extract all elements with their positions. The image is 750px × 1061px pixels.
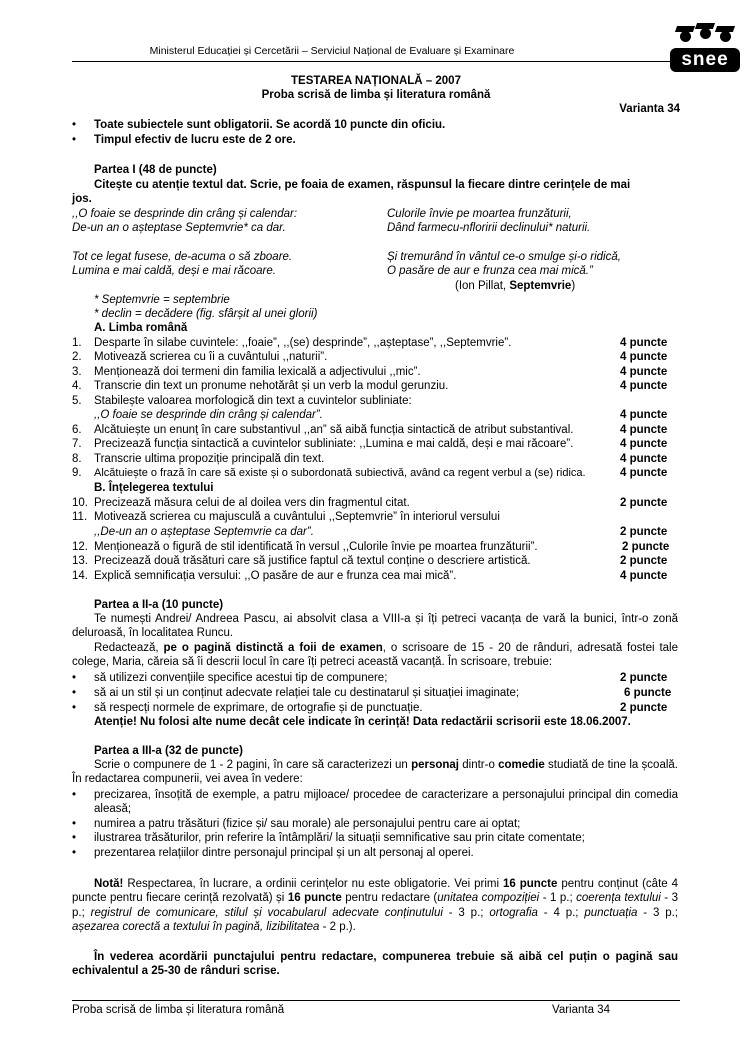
item-text: Stabilește valoarea morfologică din text a cuvintelor subliniate: xyxy=(94,395,412,407)
item-points: 4 puncte xyxy=(620,467,668,479)
poem-line: Tot ce legat fusese, de-acuma o să zboare. xyxy=(72,251,293,263)
section-b-heading: B. Înțelegerea textului xyxy=(94,482,214,494)
poem-line: Și tremurând în vântul ce-o smulge și-o ridică, xyxy=(387,251,621,263)
item-points: 4 puncte xyxy=(620,409,668,421)
item-points: 4 puncte xyxy=(620,337,668,349)
part3-requirement: numirea a patru trăsături (fizice și/ sau morale) ale personajului pentru care ai optat; xyxy=(94,818,521,830)
bullet-dot: • xyxy=(72,672,77,684)
item-number: 6. xyxy=(72,424,82,436)
part1-instruction: Citește cu atenție textul dat. Scrie, pe foaia de examen, răspunsul la fiecare dintre cerințele de mai xyxy=(94,179,631,191)
item-points: 4 puncte xyxy=(620,366,668,378)
item-number: 8. xyxy=(72,453,82,465)
final-note: În vederea acordării punctajului pentru redactare, compunerea trebuie să aibă cel puțin o pagină sau echivalentul a 25-30 de rânduri scrise. xyxy=(72,951,678,978)
grading-note: Notă! Respectarea, în lucrare, a ordinii cerințelor nu este obligatorie. Vei primi 16 puncte pentru conținut (câte 4 puncte pentru fiecare cerință rezolvată) și 16 puncte pentru redactare (unitatea compoziției - 1 p.; coerența textului - 3 p.; registrul de comunicare, stilul și vocabularul adecvate conținutului - 3 p.; ortografia - 4 p.; punctuația - 3 p.; așezarea corectă a textului în pagină, lizibilitatea - 2 p.). xyxy=(72,878,679,934)
bullet-dot: • xyxy=(72,134,77,146)
item-number: 3. xyxy=(72,366,82,378)
item-number: 12. xyxy=(72,541,88,553)
footer-left: Proba scrisă de limba și literatura română xyxy=(72,1004,285,1016)
bullet-dot: • xyxy=(72,687,77,699)
exam-title: TESTAREA NAȚIONALĂ – 2007 xyxy=(291,75,461,87)
item-text: Menționează doi termeni din familia lexicală a adjectivului ,,mic”. xyxy=(94,366,421,378)
part2-warning: Atenție! Nu folosi alte nume decât cele indicate în cerință! Data redactării scrisorii este 18.06.2007. xyxy=(94,716,631,728)
item-text: Desparte în silabe cuvintele: ,,foaie”, ,,(se) desprinde”, ,,așteptase”, ,,Septemvrie”. xyxy=(94,337,512,349)
part3-heading: Partea a III-a (32 de puncte) xyxy=(94,745,243,757)
item-text: Precizează măsura celui de al doilea vers din fragmentul citat. xyxy=(94,497,410,509)
item-points: 2 puncte xyxy=(622,541,670,553)
poem-line: O pasăre de aur e frunza cea mai mică.” xyxy=(387,265,593,277)
item-number: 11. xyxy=(72,511,88,523)
part1-instruction-end: jos. xyxy=(72,193,92,205)
item-number: 14. xyxy=(72,570,88,582)
item-text: Alcătuiește un enunț în care substantivul ,,an” să aibă funcția sintactică de atribut substantival. xyxy=(94,424,574,436)
bullet-dot: • xyxy=(72,789,77,801)
item-points: 4 puncte xyxy=(620,424,668,436)
section-a-heading: A. Limba română xyxy=(94,322,188,334)
bullet-dot: • xyxy=(72,832,77,844)
footnote: * Septemvrie = septembrie xyxy=(94,294,230,306)
footnote: * declin = decădere (fig. sfârșit al unei glorii) xyxy=(94,308,318,320)
item-text: Precizează două trăsături care să justifice faptul că textul conține o descriere artistică. xyxy=(94,555,531,567)
part2-requirement: să respecți normele de exprimare, de ortografie și de punctuație. xyxy=(94,702,423,714)
item-text: Transcrie din text un pronume nehotărât și un verb la modul gerunziu. xyxy=(94,380,449,392)
part3-paragraph: Scrie o compunere de 1 - 2 pagini, în care să caracterizezi un personaj dintr-o comedie studiată de tine la școală. În redactarea compunerii, vei avea în vedere: xyxy=(72,759,678,786)
part2-requirement: să ai un stil și un conținut adecvate relației tale cu destinatarul și situației imaginate; xyxy=(94,687,520,699)
requirement-points: 2 puncte xyxy=(620,702,668,714)
poem-line: Lumina e mai caldă, deși e mai răcoare. xyxy=(72,265,276,277)
item-text: Motivează scrierea cu majusculă a cuvântului ,,Septemvrie” în interiorul versului xyxy=(94,511,500,523)
item-points: 2 puncte xyxy=(620,555,668,567)
snee-logo xyxy=(668,22,742,74)
item-number: 13. xyxy=(72,555,88,567)
bullet-dot: • xyxy=(72,702,77,714)
part2-heading: Partea a II-a (10 puncte) xyxy=(94,599,224,611)
item-points: 2 puncte xyxy=(620,526,668,538)
variant-label: Varianta 34 xyxy=(619,103,680,115)
item-text: Alcătuiește o frază în care să existe și o subordonată subiectivă, având ca regent verbul a (se) ridica. xyxy=(94,467,586,479)
footer-rule xyxy=(72,1000,680,1001)
item-number: 2. xyxy=(72,351,82,363)
exam-subtitle: Proba scrisă de limba și literatura română xyxy=(261,89,491,101)
poem-author: (Ion Pillat, Septemvrie) xyxy=(455,280,576,292)
footer-right: Varianta 34 xyxy=(552,1004,610,1016)
item-number: 9. xyxy=(72,467,82,479)
bullet-dot: • xyxy=(72,119,77,131)
poem-line: Culorile învie pe moartea frunzăturii, xyxy=(387,208,572,220)
item-quote: ,,O foaie se desprinde din crâng și calendar”. xyxy=(94,409,323,421)
ministry-header: Ministerul Educației și Cercetării – Serviciul Național de Evaluare și Examinare xyxy=(149,45,515,57)
rule-1: Toate subiectele sunt obligatorii. Se acordă 10 puncte din oficiu. xyxy=(94,119,446,131)
poem-line: De-un an o așteptase Septemvrie* ca dar. xyxy=(72,222,286,234)
part3-requirement: precizarea, însoțită de exemple, a patru mijloace/ procedee de caracterizare a personajului principal din comedia aleasă; xyxy=(94,789,678,816)
item-points: 4 puncte xyxy=(620,380,668,392)
item-text: Transcrie ultima propoziție principală din text. xyxy=(94,453,325,465)
item-number: 10. xyxy=(72,497,88,509)
bullet-dot: • xyxy=(72,818,77,830)
part3-requirement: prezentarea relațiilor dintre personajul principal și un alt personaj al operei. xyxy=(94,847,474,859)
item-points: 4 puncte xyxy=(620,438,668,450)
part3-requirement: ilustrarea trăsăturilor, prin referire la întâmplări/ la situații semnificative sau prin citate comentate; xyxy=(94,832,585,844)
rule-2: Timpul efectiv de lucru este de 2 ore. xyxy=(94,134,296,146)
part1-heading: Partea I (48 de puncte) xyxy=(94,164,217,176)
bullet-dot: • xyxy=(72,847,77,859)
header-rule xyxy=(72,61,680,62)
item-points: 4 puncte xyxy=(620,453,668,465)
part2-instructions: Redactează, pe o pagină distinctă a foii de examen, o scrisoare de 15 - 20 de rânduri, adresată fostei tale colege, Maria, căreia să îi descrii locul în care îți petreci această vacanță. În scrisoare, trebuie: xyxy=(72,642,678,669)
part2-requirement: să utilizezi convențiile specifice acestui tip de compunere; xyxy=(94,672,388,684)
item-number: 5. xyxy=(72,395,82,407)
item-text: Explică semnificația versului: ,,O pasăre de aur e frunza cea mai mică”. xyxy=(94,570,457,582)
item-points: 4 puncte xyxy=(620,351,668,363)
item-points: 4 puncte xyxy=(620,570,668,582)
item-text: Precizează funcția sintactică a cuvintelor subliniate: ,,Lumina e mai caldă, deși e mai răcoare”. xyxy=(94,438,574,450)
item-number: 1. xyxy=(72,337,82,349)
item-text: Motivează scrierea cu îi a cuvântului ,,naturii”. xyxy=(94,351,328,363)
logo-text: snee xyxy=(670,48,740,72)
requirement-points: 2 puncte xyxy=(620,672,668,684)
item-number: 7. xyxy=(72,438,82,450)
item-quote: ,,De-un an o așteptase Septemvrie ca dar”. xyxy=(94,526,314,538)
poem-line: Dând farmecu-nfloririi declinului* naturii. xyxy=(387,222,591,234)
item-number: 4. xyxy=(72,380,82,392)
item-text: Menționează o figură de stil identificată în versul ,,Culorile învie pe moartea frunzăturii”. xyxy=(94,541,538,553)
part2-paragraph: Te numești Andrei/ Andreea Pascu, ai absolvit clasa a VIII-a și îți petreci vacanța de vară la bunici, într-o zonă deluroasă, în localitatea Runcu. xyxy=(72,613,678,640)
item-points: 2 puncte xyxy=(620,497,668,509)
poem-line: ,,O foaie se desprinde din crâng și calendar: xyxy=(72,208,298,220)
requirement-points: 6 puncte xyxy=(624,687,672,699)
